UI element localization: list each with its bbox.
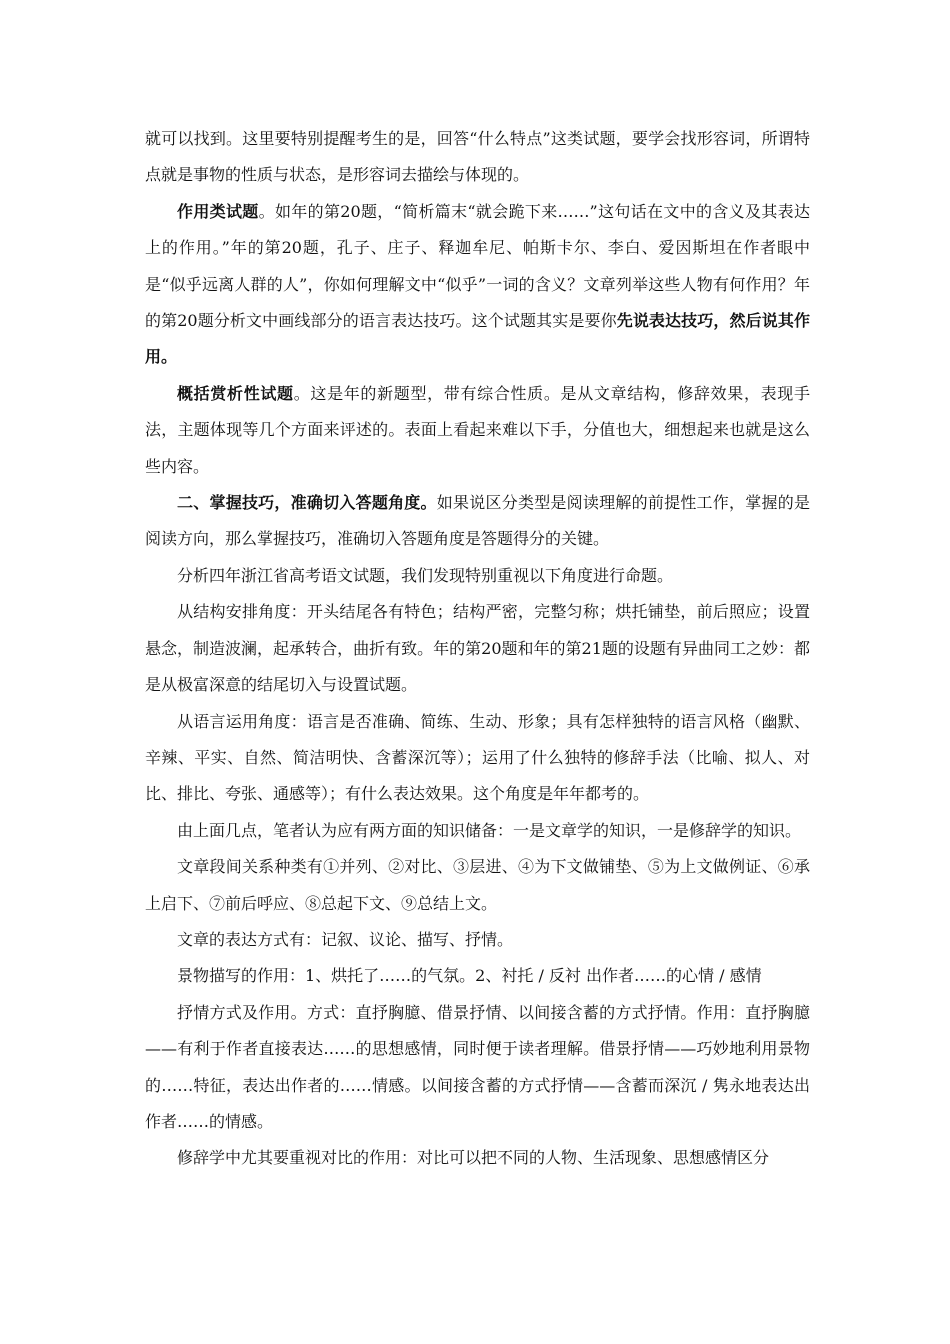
paragraph-structure-angle: 从结构安排角度：开头结尾各有特色；结构严密，完整匀称；烘托铺垫，前后照应；设置悬念，制造波澜，起承转合，曲折有致。年的第20题和年的第21题的设题有异曲同工之妙：都是从极富深意的结尾切入与设置试题。	[145, 602, 810, 695]
bold-heading-function-questions: 作用类试题	[177, 201, 259, 221]
bold-heading-summary-appreciation: 概括赏析性试题	[177, 383, 294, 403]
paragraph-function-questions	[145, 194, 810, 376]
paragraph-language-angle: 从语言运用角度：语言是否准确、简练、生动、形象；具有怎样独特的语言风格（幽默、辛辣、平实、自然、简洁明快、含蓄深沉等）；运用了什么独特的修辞手法（比喻、拟人、对比、排比、夸张、通感等）；有什么表达效果。这个角度是年年都考的。	[145, 711, 810, 804]
section-heading-two: 二、掌握技巧，准确切入答题角度。	[177, 493, 437, 513]
paragraph-expression-modes: 文章的表达方式有：记叙、议论、描写、抒情。	[177, 929, 514, 949]
paragraph-section-two	[145, 485, 810, 558]
bold-emphasis: 先说表达技巧，然后说其作用。	[145, 311, 810, 367]
paragraph-relations: 文章段间关系种类有①并列、②对比、③层进、④为下文做铺垫、⑤为上文做例证、⑥承上启下、⑦前后呼应、⑧总起下文、⑨总结上文。	[145, 857, 810, 913]
paragraph-scenery-description: 景物描写的作用：1、烘托了……的气氛。2、衬托 / 反衬 出作者……的心情 / 感情	[177, 966, 762, 986]
paragraph-text: 。如年的第20题，“简析篇末“就会跪下来……”这句话在文中的含义及其表达上的作用。”年的第20题，孔子、庄子、释迦牟尼、帕斯卡尔、李白、爱因斯坦在作者眼中是“似乎远离人群的人”，你如何理解文中“似乎”一词的含义？文章列举这些人物有何作用？年的第20题分析文中画线部分的语言表达技巧。这个试题其实是要你	[145, 201, 810, 331]
paragraph-text: 。这是年的新题型，带有综合性质。是从文章结构，修辞效果，表现手法，主题体现等几个方面来评述的。表面上看起来难以下手，分值也大，细想起来也就是这么些内容。	[145, 383, 810, 476]
paragraph-contrast: 修辞学中尤其要重视对比的作用：对比可以把不同的人物、生活现象、思想感情区分	[177, 1148, 770, 1168]
paragraph-summary-appreciation	[145, 376, 810, 485]
paragraph-analysis: 分析四年浙江省高考语文试题，我们发现特别重视以下角度进行命题。	[177, 565, 674, 585]
paragraph-lyric-modes: 抒情方式及作用。方式：直抒胸臆、借景抒情、以间接含蓄的方式抒情。作用：直抒胸臆——有利于作者直接表达……的思想感情，同时便于读者理解。借景抒情——巧妙地利用景物的……特征，表达出作者的……情感。以间接含蓄的方式抒情——含蓄而深沉 / 隽永地表达出作者……的情感。	[145, 1002, 810, 1131]
document-body	[145, 121, 810, 1177]
paragraph-text: 如果说区分类型是阅读理解的前提性工作，掌握的是阅读方向，那么掌握技巧，准确切入答题角度是答题得分的关键。	[145, 493, 810, 549]
paragraph-knowledge-reserve: 由上面几点，笔者认为应有两方面的知识储备：一是文章学的知识，一是修辞学的知识。	[177, 820, 802, 840]
paragraph-continuation: 就可以找到。这里要特别提醒考生的是，回答“什么特点”这类试题，要学会找形容词，所谓特点就是事物的性质与状态，是形容词去描绘与体现的。	[145, 129, 810, 185]
